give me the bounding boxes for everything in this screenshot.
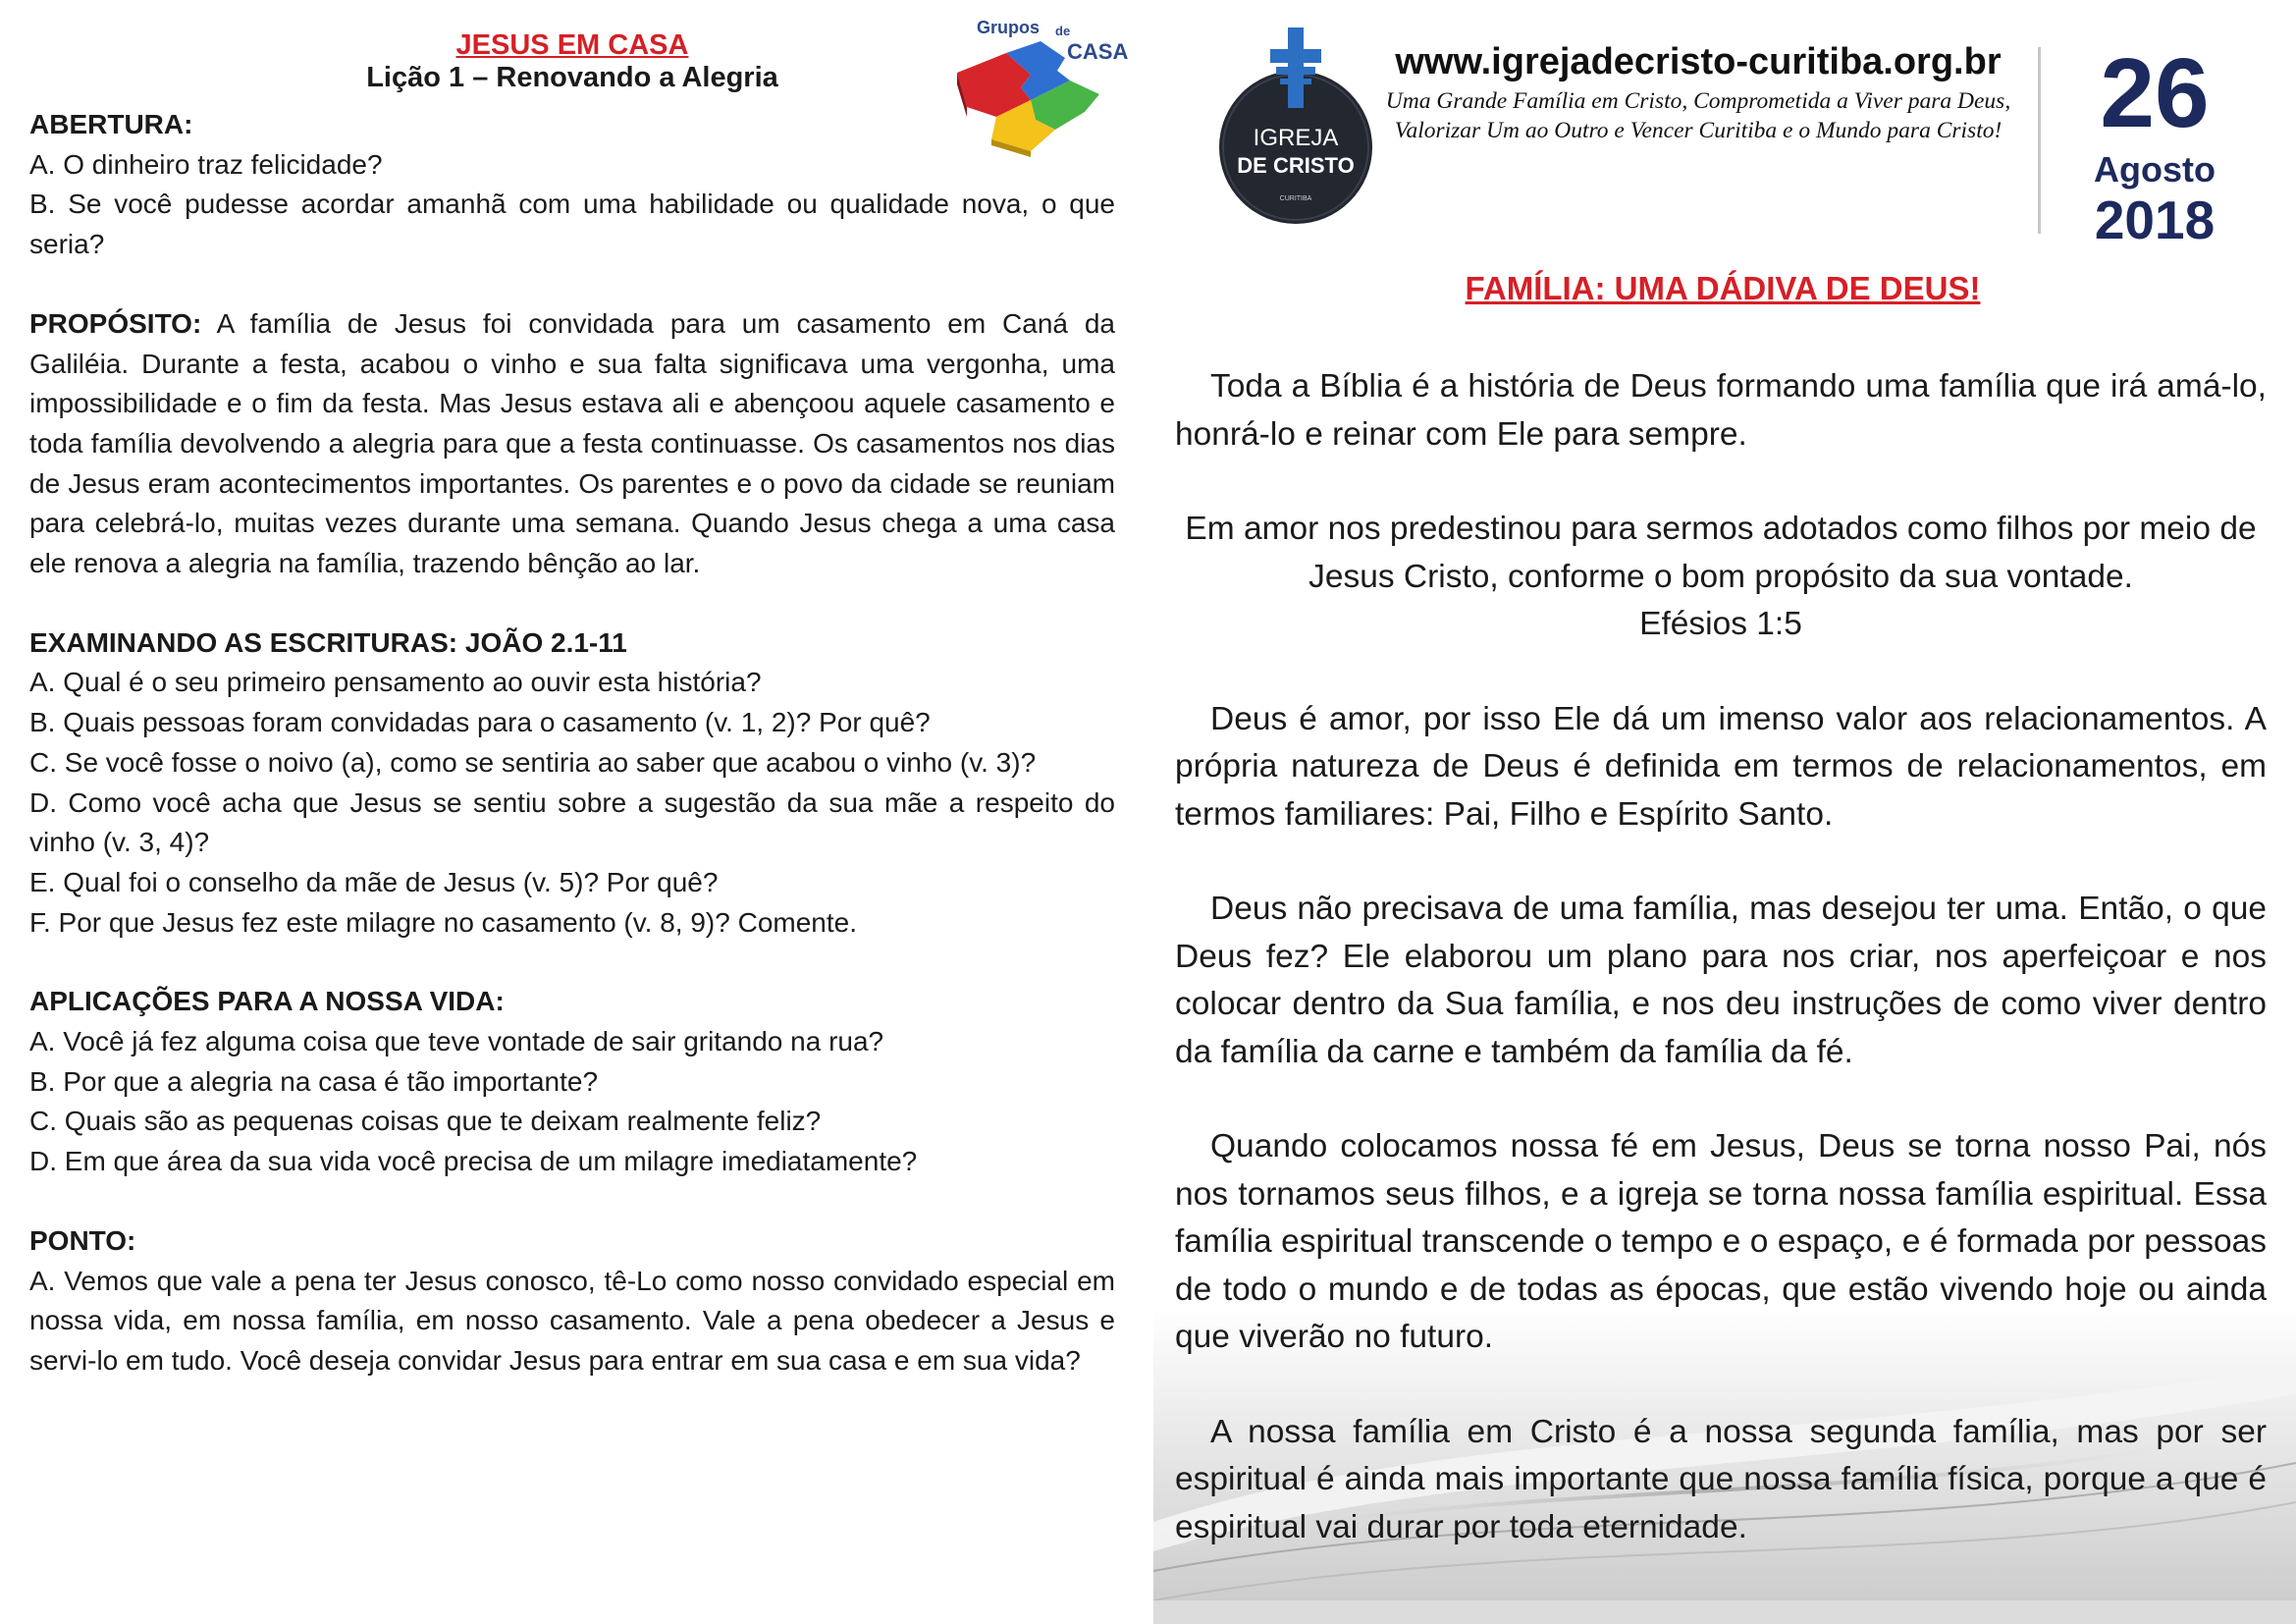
tagline-line1: Uma Grande Família em Cristo, Comprometida a Viver para Deus, xyxy=(1385,88,2011,114)
ponto-text: A. Vemos que vale a pena ter Jesus conosco, tê-Lo como nosso convidado especial em nossa vida, em nossa família, em nosso casamento. Vale a pena obedecer a Jesus e servi-lo em tudo. Você deseja convidar Jesus para entrar em sua casa e em sua vida? xyxy=(29,1265,1115,1376)
aplicacoes-item-b: B. Por que a alegria na casa é tão importante? xyxy=(29,1065,599,1097)
aplicacoes-heading: APLICAÇÕES PARA A NOSSA VIDA: xyxy=(29,986,505,1017)
examinando-item-f: F. Por que Jesus fez este milagre no casamento (v. 8, 9)? Comente. xyxy=(29,906,857,938)
date-day: 26 xyxy=(2100,38,2210,148)
church-tagline xyxy=(1384,86,2012,145)
lesson-body xyxy=(29,105,1115,1381)
bible-verse-reference: Efésios 1:5 xyxy=(1639,606,1802,642)
document-title: JESUS EM CASA xyxy=(455,29,689,61)
bible-verse: Em amor nos predestinou para sermos adotados como filhos por meio de Jesus Cristo, conforme o bom propósito da sua vontade. xyxy=(1185,511,2257,595)
examinando-item-c: C. Se você fosse o noivo (a), como se sentiria ao saber que acabou o vinho (v. 3)? xyxy=(29,746,1037,778)
proposito-paragraph xyxy=(29,304,1115,584)
aplicacoes-item-d: D. Em que área da sua vida você precisa de um milagre imediatamente? xyxy=(29,1146,918,1177)
article-paragraph-2: Deus é amor, por isso Ele dá um imenso valor aos relacionamentos. A própria natureza de Deus é definida em termos de relacionamentos, em termos familiares: Pai, Filho e Espírito Santo. xyxy=(1175,700,2267,833)
logo-text-casa: CASA xyxy=(1067,39,1129,64)
article-paragraph-5: A nossa família em Cristo é a nossa segunda família, mas por ser espiritual é ainda mais importante que nossa família física, porque a que é espiritual vai durar por toda eternidade. xyxy=(1175,1413,2267,1545)
examinando-item-d: D. Como você acha que Jesus se sentiu sobre a sugestão da sua mãe a respeito do vinho (v. 3, 4)? xyxy=(29,786,1115,858)
aplicacoes-item-c: C. Quais são as pequenas coisas que te deixam realmente feliz? xyxy=(29,1106,822,1137)
church-name-line1: IGREJA xyxy=(1253,125,1339,151)
proposito-text: A família de Jesus foi convidada para um casamento em Caná da Galiléia. Durante a festa, acabou o vinho e sua falta significava uma vergonha, uma impossibilidade e o fim da festa. Mas Jesus estava ali e abençoou aquele casamento e toda família devolvendo a alegria para que a festa continuasse. Os casamentos nos dias de Jesus eram acontecimentos importantes. Os parentes e o povo da cidade se reuniam para celebrá-lo, muitas vezes durante uma semana. Quando Jesus chega a uma casa ele renova a alegria na família, trazendo bênção ao lar. xyxy=(29,307,1115,579)
article-body xyxy=(1175,363,2267,1551)
abertura-item-b: B. Se você pudesse acordar amanhã com uma habilidade ou qualidade nova, o que seria? xyxy=(29,189,1115,260)
igreja-de-cristo-logo xyxy=(1217,27,1374,229)
proposito-heading: PROPÓSITO: xyxy=(29,307,202,339)
website-url: www.igrejadecristo-curitiba.org.br xyxy=(1395,41,2002,82)
abertura-item-a: A. O dinheiro traz felicidade? xyxy=(29,148,383,180)
article-paragraph-4: Quando colocamos nossa fé em Jesus, Deus se torna nosso Pai, nós nos tornamos seus filhos, e a igreja se torna nossa família espiritual. Essa família espiritual transcende o tempo e o espaço, e é formada por pessoas de todo o mundo e de todas as épocas, que estão vivendo hoje ou ainda que viverão no futuro. xyxy=(1175,1128,2267,1355)
date-month: Agosto xyxy=(2094,149,2216,189)
logo-text-grupos: Grupos xyxy=(977,18,1041,37)
church-name-line2: DE CRISTO xyxy=(1237,153,1355,178)
aplicacoes-item-a: A. Você já fez alguma coisa que teve vontade de sair gritando na rua? xyxy=(29,1026,884,1057)
examinando-heading: EXAMINANDO AS ESCRITURAS: JOÃO 2.1-11 xyxy=(29,626,627,658)
date-divider xyxy=(2038,47,2041,234)
article-title: FAMÍLIA: UMA DÁDIVA DE DEUS! xyxy=(1465,270,1981,306)
examinando-item-b: B. Quais pessoas foram convidadas para o casamento (v. 1, 2)? Por quê? xyxy=(29,707,931,738)
examinando-item-a: A. Qual é o seu primeiro pensamento ao ouvir esta história? xyxy=(29,667,762,698)
abertura-heading: ABERTURA: xyxy=(29,109,193,139)
date-year: 2018 xyxy=(2094,189,2216,250)
ponto-heading: PONTO: xyxy=(29,1224,136,1256)
church-city: CURITIBA xyxy=(1279,195,1312,202)
tagline-line2: Valorizar Um ao Outro e Vencer Curitiba e o Mundo para Cristo! xyxy=(1394,118,2002,143)
lesson-title: Lição 1 – Renovando a Alegria xyxy=(366,62,778,93)
article-paragraph-3: Deus não precisava de uma família, mas desejou ter uma. Então, o que Deus fez? Ele elaborou um plano para nos criar, nos aperfeiçoar e nos colocar dentro da Sua família, e nos deu instruções de como viver dentro da família da carne e também da família da fé. xyxy=(1175,891,2267,1070)
article-paragraph-1: Toda a Bíblia é a história de Deus formando uma família que irá amá-lo, honrá-lo e reinar com Ele para sempre. xyxy=(1175,368,2267,453)
logo-text-de: de xyxy=(1055,24,1071,38)
examinando-item-e: E. Qual foi o conselho da mãe de Jesus (v. 5)? Por quê? xyxy=(29,866,719,897)
